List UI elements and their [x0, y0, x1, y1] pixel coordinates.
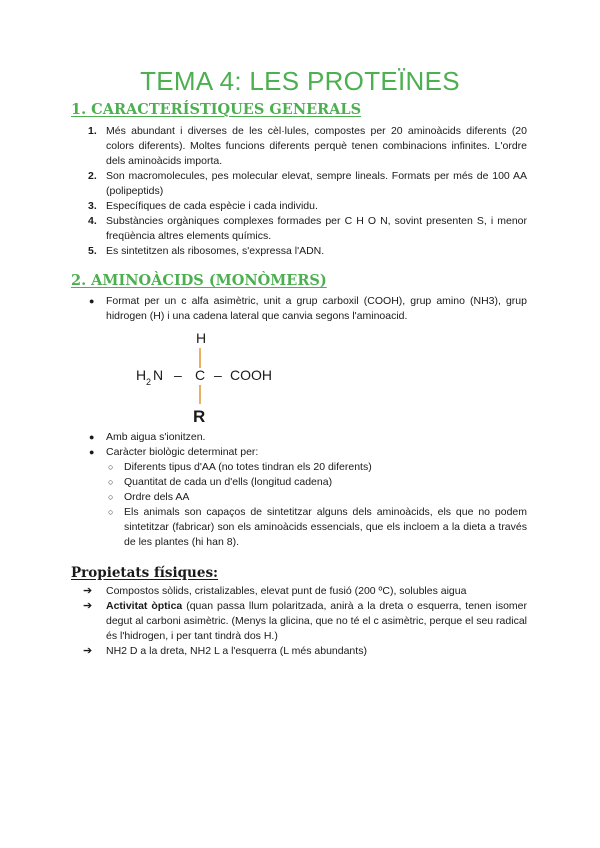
formula-cooh: COOH — [230, 367, 272, 383]
formula-h2: H — [136, 367, 147, 383]
list-item-bold-text: Activitat òptica — [106, 600, 183, 612]
list-item-text: Es sintetitzen als ribosomes, s'expressa l'ADN. — [106, 245, 325, 257]
list-item — [71, 244, 527, 259]
formula-r: R — [193, 407, 206, 425]
formula-h-top: H — [196, 330, 207, 346]
list-item — [71, 214, 527, 244]
list-item — [71, 430, 527, 445]
list-item-text: Més abundant i diverses de les cèl·lules, compostes per 20 aminoàcids diferents (20 colors diferents). Moltes funcions diferents perquè tenen combinacions infinites. L'ordre dels aminoàcids importa. — [106, 125, 527, 167]
formula-c: C — [195, 367, 206, 383]
formula-sub-2: 2 — [146, 377, 152, 387]
sub-list-item — [71, 475, 527, 490]
formula-dash-left: – — [174, 367, 182, 383]
formula-drawing — [136, 330, 296, 425]
amino-acid-formula — [136, 330, 296, 425]
section-heading-amino-acids: 2. AMINOÀCIDS (MONÒMERS) — [71, 272, 327, 289]
list-item-text: Son macromolecules, pes molecular elevat, sempre lineals. Formats per més de 100 AA (polipeptids) — [106, 170, 527, 197]
arrow-icon: ➔ — [83, 645, 93, 657]
list-item — [71, 644, 527, 659]
list-number: 3. — [88, 200, 97, 212]
bullet-icon: ● — [89, 296, 95, 306]
bullet-icon: ● — [89, 447, 95, 457]
sub-list-item-text: Ordre dels AA — [124, 491, 190, 503]
sub-list-item — [71, 460, 527, 475]
section-heading-characteristics: 1. CARACTERÍSTIQUES GENERALS — [71, 101, 362, 118]
physical-properties-list — [71, 584, 527, 659]
list-item — [71, 584, 527, 599]
bullet-icon: ● — [89, 432, 95, 442]
list-item — [71, 124, 527, 169]
list-item-text: Substàncies orgàniques complexes formades per C H O N, sovint presenten S, i menor freqüència altres elements químics. — [106, 215, 527, 242]
formula-dash-right: – — [214, 367, 222, 383]
circle-bullet-icon: ○ — [108, 462, 114, 472]
list-item-text: Compostos sòlids, cristalizables, elevat punt de fusió (200 ºC), solubles aigua — [106, 585, 467, 597]
list-item — [71, 599, 527, 644]
list-number: 2. — [88, 170, 97, 182]
amino-acids-list-top — [71, 294, 527, 324]
amino-acids-list-bottom — [71, 430, 527, 550]
list-number: 1. — [88, 125, 97, 137]
sub-list-item — [71, 505, 527, 550]
circle-bullet-icon: ○ — [108, 507, 114, 517]
sub-list-item-text: Quantitat de cada un d'ells (longitud cadena) — [124, 476, 333, 488]
list-item-text: Amb aigua s'ionitzen. — [106, 431, 206, 443]
arrow-icon: ➔ — [83, 585, 93, 597]
formula-n: N — [153, 367, 164, 383]
sub-list-item-text: Diferents tipus d'AA (no totes tindran els 20 diferents) — [124, 461, 372, 473]
list-number: 5. — [88, 245, 97, 257]
list-item — [71, 199, 527, 214]
page-title: TEMA 4: LES PROTEÏNES — [140, 66, 460, 96]
list-item-text: Específiques de cada espècie i cada individu. — [106, 200, 318, 212]
sub-list-item — [71, 490, 527, 505]
section-heading-physical-properties: Propietats físiques: — [71, 565, 219, 581]
sub-list-item-text: Els animals son capaços de sintetitzar alguns dels aminoàcids, els que no podem sintetitzar (fabricar) son els aminoàcids essencials, que els incloem a la dieta a través de les plantes (hi han 8). — [124, 506, 527, 548]
list-item-text: (quan passa llum polaritzada, anirà a la dreta o esquerra, tenen isomer degut al carboni asimètric. (Menys la glicina, que no té el c asimètric, perque el seu radical és l'hidrogen, i per tant tindrà dos H.) — [106, 600, 527, 642]
circle-bullet-icon: ○ — [108, 492, 114, 502]
list-item-text: NH2 D a la dreta, NH2 L a l'esquerra (L més abundants) — [106, 645, 367, 657]
list-item — [71, 294, 527, 324]
list-number: 4. — [88, 215, 97, 227]
list-item-text: Format per un c alfa asimètric, unit a grup carboxil (COOH), grup amino (NH3), grup hidrogen (H) i una cadena lateral que canvia segons l'aminoacid. — [106, 295, 527, 322]
list-item — [71, 445, 527, 460]
arrow-icon: ➔ — [83, 600, 93, 612]
circle-bullet-icon: ○ — [108, 477, 114, 487]
list-item-text: Caràcter biològic determinat per: — [106, 446, 259, 458]
characteristics-list — [71, 124, 527, 259]
list-item — [71, 169, 527, 199]
